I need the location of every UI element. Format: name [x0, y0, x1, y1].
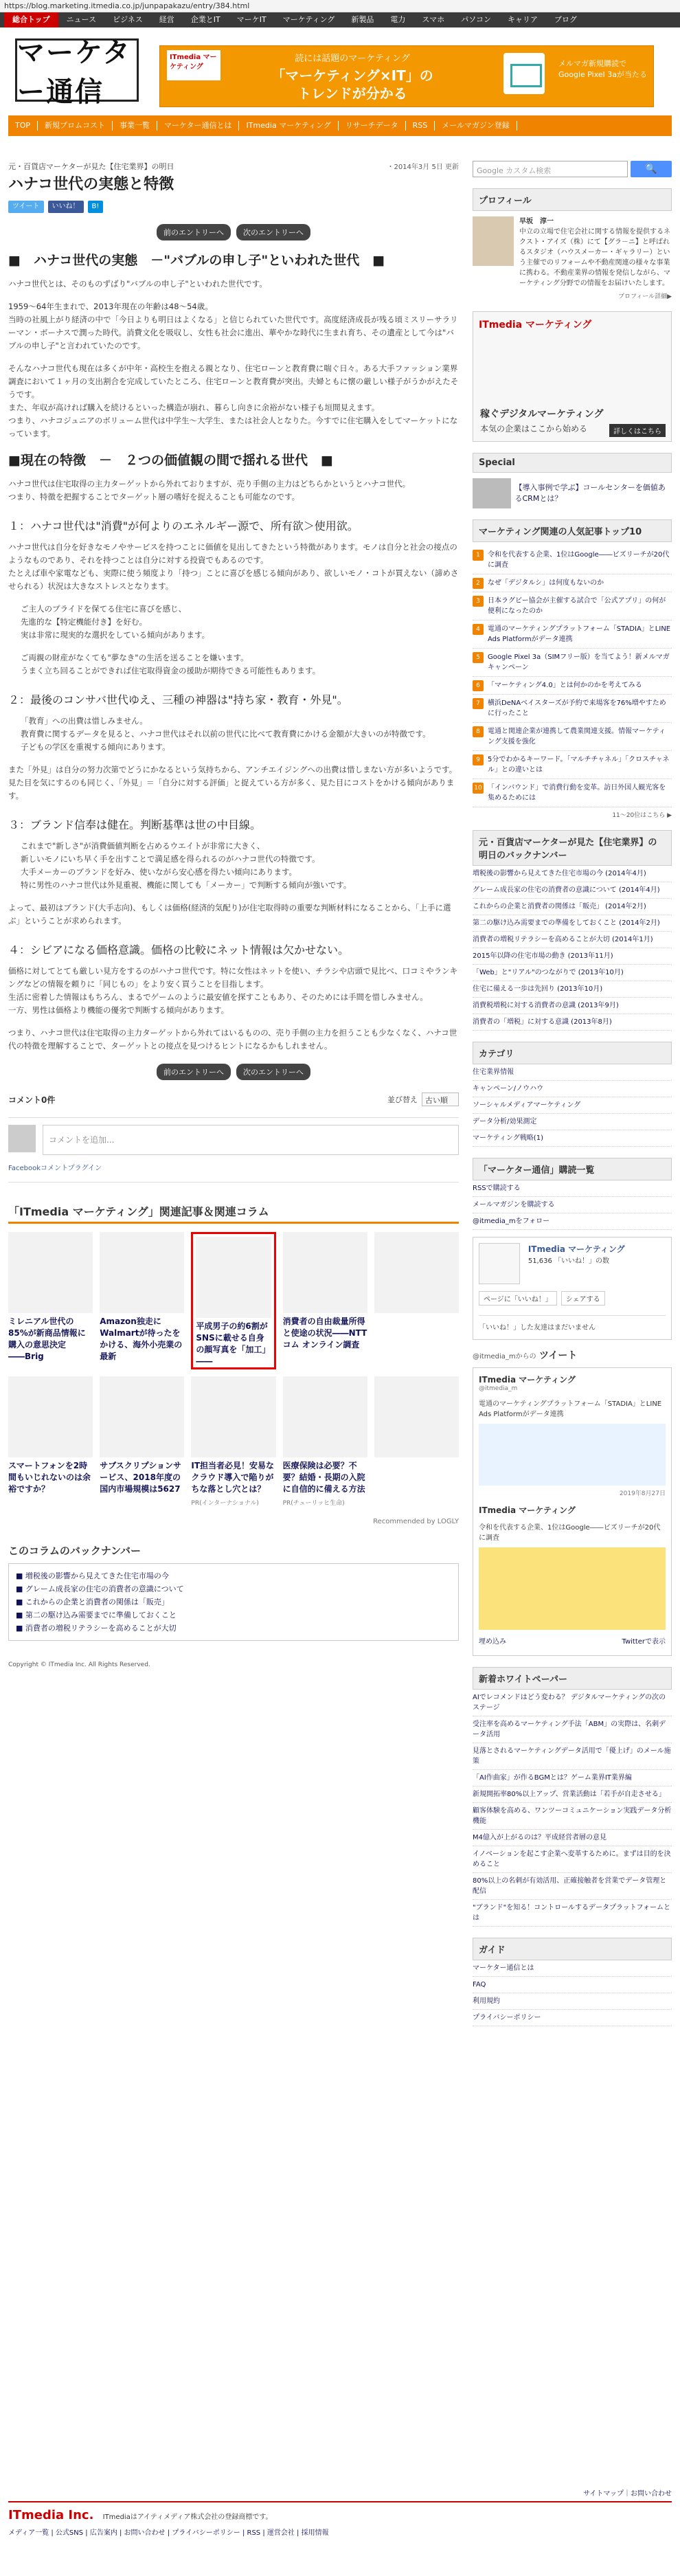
twitter-timeline: ITmedia マーケティング @itmedia_m 電通のマーケティングプラットフォーム「STADIA」とLINE Ads Platformがデータ連携 2019年8月27日 ITmedia マーケティング 令和を代表する企業、1位はGoogle――ビズリーチが20代に調査 埋め込み Twitterで表示 [473, 1367, 672, 1656]
rank-number: 3 [473, 596, 484, 607]
article-paragraph: ハナコ世代とは、そのものずばり"バブルの申し子"といわれた世代です。 [8, 279, 267, 289]
rank-number: 7 [473, 698, 484, 709]
subscribe-list [473, 1180, 672, 1230]
top-navigation [0, 12, 680, 27]
related-title: 平成男子の約6割がSNSに載せる自身の顔写真を「加工」―― [196, 1321, 271, 1366]
facebook-page-widget [473, 1237, 672, 1340]
subsection-heading: ４：シビアになる価格意識。価格の比較にネット情報は欠かせない。 [8, 943, 350, 956]
search-button[interactable]: 🔍 [631, 161, 672, 177]
side-backnumber-item[interactable]: 消費税増税に対する消費者の意識 (2013年9月) [473, 998, 672, 1014]
tweet-account[interactable]: ITmedia マーケティング [479, 1375, 576, 1385]
entry-pager-bottom [8, 1064, 459, 1080]
fb-page-logo [479, 1243, 520, 1284]
entry-pager-top [8, 224, 459, 240]
ranking-item-text: Google Pixel 3a（SIMフリー版）を当てよう！新メルマガキャンペーン [488, 653, 670, 671]
catnav-item[interactable]: メールマガジン登録 [435, 121, 517, 131]
related-thumbnail [283, 1376, 367, 1457]
topnav-item[interactable]: マーケティング [282, 15, 335, 24]
footer-company: ITmediaはアイティメディア株式会社の登録商標です。 [102, 2513, 273, 2521]
footer-links[interactable]: メディア一覧 | 公式SNS | 広告案内 | お問い合わせ | プライバシーポリシー | RSS | 運営会社 | 採用情報 [8, 2529, 329, 2537]
article-paragraph: つまり、ハナコ世代は住宅取得の主力ターゲットから外れてはいるものの、売り手側の主力を担うことも少なくなく、ハナコ世代の特徴を理解することで、ターゲットとの接点を見つけるヒントになるかもしれません。 [8, 1028, 457, 1051]
topnav-item[interactable]: 企業とIT [190, 15, 220, 24]
ranking-item-text: 電通のマーケティングプラットフォーム「STADIA」とLINE Ads Platformがデータ連携 [488, 625, 671, 643]
ranking-item-text: 日本ラグビー協会が主催する試合で「公式アプリ」の何が便利になったのか [488, 597, 666, 615]
related-thumbnail [8, 1232, 93, 1313]
article-quote: これまで"新しさ"が消費価値判断を占めるウエイトが非常に大きく、 新しいモノにいち早く手を出すことで満足感を得られるのがハナコ世代の特徴です。 大手メーカーのブランドを好み、使いながら安心感を得たい傾向にあります。 特に男性のハナコ世代は外見重視、機能に関しても「メーカー」で判断する傾向が強いです。 [21, 841, 352, 890]
whitepaper-item[interactable]: 見落とされるマーケティングデータ活用で「優上げ」のメール施策 [473, 1743, 672, 1770]
related-article-card[interactable] [283, 1232, 367, 1369]
twitter-view-link[interactable]: Twitterで表示 [622, 1638, 666, 1646]
article-paragraph: そんなハナコ世代も現在は多くが中年・高校生を抱える親となり、住宅ローンと教育費に喘ぐ日々。ある大手ファッション業界調査において１ヶ月の支出割合を完成していたところ、住宅ローンと教育費が突出。夫婦ともに懐の厳しい様子がうかがえたそうです。 また、年収が高ければ購入を続けるといった構造が崩れ、暮らし向きに余裕がない様子も垣間見えます。 つまり、ハナコジュニアのボリューム世代は中学生〜大学生、または社会人となりた。今すでに住宅購入をしてマーケットになっています。 [8, 363, 459, 438]
whitepaper-item[interactable]: 顧客体験を高める、ワンツーコミュニケーション実践データ分析機能 [473, 1803, 672, 1830]
ad-brand: ITmedia マーケティング [479, 320, 592, 331]
related-title: 消費者の自由裁量所得と使途の状況――NTTコム オンライン調査 [282, 1317, 367, 1349]
profile-box [473, 216, 672, 289]
hatena-bookmark-button[interactable]: B! [88, 201, 104, 213]
related-thumbnail [100, 1232, 184, 1313]
related-thumbnail [191, 1376, 275, 1457]
ranking-item[interactable] [473, 620, 672, 649]
catnav-item[interactable]: TOP [8, 121, 38, 131]
article-paragraph: よって、最初はブランド(大手志向)、もしくは価格(経済的気配り)が住宅取得時の重要な判断材料になることから、「上手に選ぶ」ということが求められます。 [8, 903, 451, 926]
category-item[interactable]: データ分析/効果測定 [473, 1114, 672, 1130]
topnav-item[interactable]: ブログ [554, 15, 577, 24]
ranking-item-text: 電通と関連企業が連携して農業関連支援。情報マーケティング支援を強化 [488, 728, 666, 746]
guide-list [473, 1960, 672, 2026]
whitepaper-list [473, 1690, 672, 1927]
article-paragraph: 価格に対してとても厳しい見方をするのがハナコ世代です。特に女性はネットを使い、チラシや店頭で見比べ、口コミやランキングなどの情報を頼りに「同じもの」をより安く買うことを目指します。 生活に密着した情報はもちろん、まるでゲームのように最安値を探すこともあり、そのためには手間を惜しみません。 一方、男性は価格より機能の優劣で判断する傾向があります。 [8, 966, 458, 1015]
backnumber-item[interactable]: ■ これからの企業と消費者の関係は「販売」 [16, 1598, 169, 1606]
author-photo [473, 216, 514, 266]
ranking-item-text: 「インバウンド」で消費行動を変革。訪日外国人観光客を集めるためには [488, 784, 666, 802]
tweet-button[interactable]: ツイート [8, 201, 44, 213]
related-article-card[interactable] [374, 1232, 459, 1369]
article-quote: ご主人のプライドを保てる住宅に喜びを感じ、 先進的な【特定機能付き】を好む。 実は非常に現実的な選択をしている傾向があります。 [21, 604, 210, 640]
related-article-card[interactable] [374, 1376, 459, 1514]
side-backnumber-item[interactable]: 第二の駆け込み需要までの準備をしておくこと (2014年2月) [473, 915, 672, 932]
search-form [473, 161, 672, 177]
subscribe-item[interactable]: @itmedia_mをフォロー [473, 1213, 672, 1230]
ranking-item[interactable] [473, 695, 672, 723]
subscribe-heading: 「マーケター通信」購読一覧 [473, 1158, 672, 1180]
related-article-card[interactable] [8, 1376, 93, 1514]
subsection-heading: ３：ブランド信奉は健在。判断基準は世の中目線。 [8, 818, 262, 831]
category-item[interactable]: キャンペーン/ノウハウ [473, 1081, 672, 1097]
breadcrumb[interactable]: 元・百貨店マーケターが見た【住宅業界】の明日 [8, 162, 174, 171]
ranking-item[interactable] [473, 546, 672, 574]
sidebar [473, 161, 672, 2026]
ranking-item[interactable] [473, 574, 672, 592]
related-pr-label: PR(チューリッヒ生命) [282, 1500, 345, 1507]
banner-brand-logo: ITmedia マーケティング [167, 50, 220, 80]
article-paragraph: ハナコ世代は住宅取得の主力ターゲットから外れておりますが、売り手側の主力はどちらかというとハナコ世代。 つまり、特徴を把握することでターゲット層の嗜好を捉えることも可能なのです。 [8, 479, 411, 502]
side-backnumber-item[interactable]: 消費者の増税リテラシーを高めることが大切 (2014年1月) [473, 932, 672, 948]
special-item[interactable] [473, 478, 672, 508]
side-backnumber-item[interactable]: 2015年以降の住宅市場の動き (2013年11月) [473, 948, 672, 965]
ranking-item-text: 令和を代表する企業、1位はGoogle――ビズリーチが20代に調査 [488, 551, 670, 569]
backnumber-item[interactable]: ■ グレーム成長家の住宅の消費者の意識について [16, 1584, 184, 1593]
fb-share-button[interactable]: シェアする [561, 1291, 605, 1306]
ad-cta-button[interactable]: 詳しくはこちら [609, 424, 666, 437]
profile-more-link[interactable]: プロフィール詳細▶ [617, 293, 672, 300]
tweet-text: 電通のマーケティングプラットフォーム「STADIA」とLINE Ads Platformがデータ連携 [479, 1400, 662, 1418]
ranking-item-text: 「マーケティング4.0」とは何かのかを考えてみる [488, 682, 642, 689]
backnumber-item[interactable]: ■ 第二の駆け込み需要までに準備しておくこと [16, 1611, 177, 1620]
ranking-item[interactable] [473, 677, 672, 695]
update-date: ・2014年3月 5日 更新 [387, 164, 459, 171]
topnav-item[interactable]: 経営 [159, 15, 174, 24]
fb-likes-count: 51,636 「いいね！」の数 [528, 1257, 609, 1265]
ranking-item[interactable] [473, 779, 672, 807]
profile-heading: プロフィール [473, 188, 672, 211]
related-title: サブスクリプションサービス、2018年度の国内市場規模は5627 [100, 1461, 181, 1494]
article-paragraph: また「外見」は自分の努力次第でどうにかなるという気持ちから、アンチエイジングへの出費は惜しまない方が多いようです。 見た目を気にするのも同じく、「外見」＝「自分に対する評価」と捉えている方が多く、見た目にコストをかける傾向があります。 [8, 765, 457, 800]
related-thumbnail [8, 1376, 93, 1457]
copyright: Copyright © ITmedia Inc. All Rights Reserved. [8, 1661, 150, 1668]
rank-number: 5 [473, 652, 484, 663]
ranking-list [473, 546, 672, 807]
related-title: Amazon独走にWalmartが待ったをかける、海外小売業の最新 [100, 1317, 183, 1361]
related-title: 医療保険は必要？不要？結婚・長期の入院に自信的に備える方法 [282, 1461, 365, 1494]
special-text: 【導入事例で学ぶ】コールセンターを価値あるCRMとは？ [514, 483, 666, 503]
catnav-item[interactable]: リサーチデータ [339, 121, 406, 131]
related-thumbnail [196, 1237, 271, 1318]
catnav-item[interactable]: RSS [406, 121, 435, 131]
catnav-item[interactable]: 新規プロムコスト [38, 121, 113, 131]
backnumber-title: このコラムのバックナンバー [8, 1545, 141, 1557]
fb-like-page-button[interactable]: ページに「いいね！」 [479, 1291, 557, 1306]
ranking-heading: マーケティング関連の人気記事トップ10 [473, 519, 672, 542]
ranking-more-link[interactable]: 11〜20位はこちら ▶ [612, 812, 672, 819]
whitepaper-item[interactable]: 80%以上の名刺が有効活用、正確接触者を営業でデータ管理と配信 [473, 1873, 672, 1900]
whitepaper-item[interactable]: M4億入が上がるのは？平成経営者層の意見 [473, 1830, 672, 1846]
whitepaper-item[interactable]: 「AI作曲家」が作るBGMとは？ゲーム業界IT業界編 [473, 1770, 672, 1787]
topnav-item[interactable]: ニュース [66, 15, 97, 24]
side-backnumber-heading: 元・百貨店マーケターが見た【住宅業界】の明日のバックナンバー [473, 830, 672, 866]
related-articles-title: 「ITmedia マーケティング」関連記事＆関連コラム [8, 1203, 459, 1224]
article-quote: 「教育」への出費は惜しみません。 教育費に関するデータを見ると、ハナコ世代はそれ以前の世代に比べて教育費にかける金額が大きいのが特徴です。 子どもの学区を重視する傾向にあります。 [21, 716, 431, 752]
special-thumbnail [473, 478, 511, 508]
rank-number: 10 [473, 783, 484, 794]
category-heading: カテゴリ [473, 1042, 672, 1064]
related-articles-grid [8, 1232, 459, 1514]
topnav-item[interactable]: スマホ [422, 15, 445, 24]
section-heading: ■ ハナコ世代の実態 －"バブルの申し子"といわれた世代 ■ [8, 253, 385, 268]
rank-number: 2 [473, 578, 484, 589]
related-title: スマートフォンを2時間もいじれないのは余裕ですか？ [8, 1461, 91, 1494]
comment-form [8, 1117, 459, 1155]
guide-item[interactable]: 利用規約 [473, 1993, 672, 2010]
recommended-by[interactable]: Recommended by LOGLY [373, 1518, 459, 1525]
tweet-account[interactable]: ITmedia マーケティング [479, 1505, 576, 1515]
rank-number: 6 [473, 680, 484, 691]
catnav-item[interactable]: ITmedia マーケティング [239, 121, 338, 131]
banner-headline: 読には話題のマーケティング 「マーケティング×IT」の トレンドが分かる [271, 54, 433, 102]
next-entry-button[interactable]: 次のエントリーへ [236, 224, 310, 240]
rank-number: 9 [473, 754, 484, 765]
guide-item[interactable]: プライバシーポリシー [473, 2010, 672, 2026]
sidebar-ad[interactable] [473, 311, 672, 442]
page-title: ハナコ世代の実態と特徴 [8, 176, 174, 193]
subsection-heading: ２：最後のコンサバ世代ゆえ、三種の神器は"持ち家・教育・外見"。 [8, 693, 348, 706]
comments-header: コメント0件 並び替え 古い順 [8, 1094, 459, 1108]
side-backnumber-item[interactable]: 消費者の「増税」に対する意識 (2013年8月) [473, 1014, 672, 1031]
rank-number: 1 [473, 550, 484, 561]
topnav-item[interactable]: パソコン [461, 15, 491, 24]
related-pr-label: PR(インターナショナル) [191, 1500, 259, 1507]
ad-copy: 稼ぐデジタルマーケティング [480, 409, 604, 420]
category-item[interactable]: 住宅業界情報 [473, 1064, 672, 1081]
side-backnumber-item[interactable]: 増税後の影響から見えてきた住宅市場の今 (2014年4月) [473, 866, 672, 882]
article-paragraph: ハナコ世代は自分を好きなモノやサービスを持つことに価値を見出してきたという特徴があります。モノは自分と社会の接点のようなものであり、それを持つことは自分に対する投資でもあるのです。 たとえば車や家電なども、実際に使う頻度より「持つ」ことに喜びを感じる傾向があり、欲しいモノ・コトが買えない（諦めさせられる）状況は大きなストレスとなります。 [8, 542, 459, 591]
ranking-item[interactable] [473, 592, 672, 620]
side-backnumber-item[interactable]: グレーム成長家の住宅の消費者の意識について (2014年4月) [473, 882, 672, 899]
ad-copy-sub: 本気の企業はここから始める [480, 424, 588, 434]
banner-side-text: メルマガ新規購読で Google Pixel 3aが当たる [558, 59, 647, 79]
prev-entry-button[interactable]: 前のエントリーへ [157, 1064, 231, 1080]
ranking-item[interactable] [473, 723, 672, 751]
section-heading: ■現在の特徴 － ２つの価値観の間で揺れる世代 ■ [8, 453, 333, 468]
whitepaper-item[interactable]: 受注率を高めるマーケティング手法「ABM」の実際は、名刺データ活用 [473, 1716, 672, 1743]
category-list [473, 1064, 672, 1147]
guide-heading: ガイド [473, 1938, 672, 1960]
rank-number: 4 [473, 624, 484, 635]
related-thumbnail [100, 1376, 184, 1457]
special-heading: Special [473, 453, 672, 473]
subscribe-item[interactable]: メールマガジンを購読する [473, 1197, 672, 1213]
related-title: ミレニアル世代の85%が新商品情報に購入の意思決定――Brig [8, 1317, 86, 1361]
backnumber-item[interactable]: ■ 消費者の増税リテラシーを高めることが大切 [16, 1624, 177, 1633]
ranking-item[interactable] [473, 751, 672, 779]
sort-select[interactable]: 古い順 [422, 1093, 459, 1106]
side-backnumber-list [473, 866, 672, 1031]
related-thumbnail [374, 1376, 459, 1457]
url-bar[interactable]: https://blog.marketing.itmedia.co.jp/junpapakazu/entry/384.html [0, 0, 680, 12]
topnav-item[interactable]: 新製品 [351, 15, 374, 24]
topnav-item[interactable]: 電力 [390, 15, 406, 24]
category-item[interactable]: ソーシャルメディアマーケティング [473, 1097, 672, 1114]
social-buttons [8, 201, 459, 213]
whitepaper-item[interactable]: AIでレコメンドはどう変わる？ デジタルマーケティングの次のステージ [473, 1690, 672, 1716]
topnav-item[interactable]: マーケIT [236, 15, 267, 24]
profile-text: 早坂 淳一 中立の立場で住宅会社に関する情報を提供するネクスト・アイズ（株）にて【グラ－ニ】と呼ばれるスタジオ（ハウスメーカー・ギャラリー）という主催でのリフォームや不動産関連の様々な事業に携わる。不動産業界の情報を発信しながら、マーケティング分野での情報をお届けいたします。 [519, 218, 670, 287]
site-header [0, 27, 680, 109]
article-quote: ご両親の財産がなくても"夢なき"の生活を送ることを嫌います。 うまく立ち回ることができれば住宅取得資金の援助が期待できる可能性もあります。 [21, 653, 321, 675]
avatar [8, 1125, 36, 1152]
related-article-card[interactable] [100, 1376, 184, 1514]
tweet-image[interactable] [479, 1547, 666, 1630]
prev-entry-button[interactable]: 前のエントリーへ [157, 224, 231, 240]
whitepaper-heading: 新着ホワイトペーパー [473, 1667, 672, 1690]
site-footer [8, 2501, 672, 2537]
tweet-text: 令和を代表する企業、1位はGoogle――ビズリーチが20代に調査 [479, 1524, 661, 1542]
rank-number: 8 [473, 726, 484, 737]
facebook-comment-plugin-link[interactable]: Facebookコメントプラグイン [8, 1162, 459, 1183]
related-article-card[interactable] [283, 1376, 367, 1514]
topnav-item[interactable]: 総合トップ [4, 12, 58, 27]
ranking-item-text: 横浜DeNAベイスターズが予約で来場客を76%増やすために行ったこと [488, 699, 666, 717]
header-banner-ad[interactable] [159, 45, 654, 107]
side-backnumber-item[interactable]: 住宅に備える一歩は先回り (2013年10月) [473, 981, 672, 998]
whitepaper-item[interactable]: "ブランド"を知る！コントロールするデータプラットフォームとは [473, 1900, 672, 1927]
related-title: IT担当者必見！安易なクラウド導入で陥りがちな落とし穴とは？ [191, 1461, 275, 1494]
category-item[interactable]: マーケティング戦略(1) [473, 1130, 672, 1147]
comment-input[interactable]: コメントを追加... [43, 1125, 459, 1155]
guide-item[interactable]: FAQ [473, 1977, 672, 1993]
related-article-card[interactable] [100, 1232, 184, 1369]
topnav-item[interactable]: キャリア [507, 15, 538, 24]
mail-icon [503, 53, 545, 94]
subsection-heading: １：ハナコ世代は"消費"が何よりのエネルギー源で、所有欲＞使用欲。 [8, 519, 359, 533]
fb-page-name[interactable]: ITmedia マーケティング [528, 1244, 625, 1254]
tweets-heading: @itmedia_mからの ツイート [473, 1350, 578, 1361]
fb-friends-note: 「いいね！」した友達はまだいません [479, 1315, 666, 1332]
tweet-image[interactable] [479, 1424, 666, 1486]
search-input[interactable]: Google カスタム検索 [473, 161, 628, 177]
site-logo[interactable]: マーケター通信 [15, 38, 139, 102]
related-thumbnail [283, 1232, 367, 1313]
ranking-item-text: なぜ「デジタルシ」は何度もないのか [488, 579, 604, 587]
sort-label: 並び替え [387, 1095, 418, 1104]
category-navigation [8, 115, 672, 136]
main-column [8, 161, 459, 1668]
backnumber-list [8, 1563, 459, 1641]
article-paragraph: 1959〜64年生まれで、2013年現在の年齢は48〜54歳。 当時の社風上がり経済の中で「今日よりも明日はよくなる」と信じられていた世代です。高度経済成長が残る頃ミスリーサラリーマン・ボーナスで潤った時代。消費文化を吸収し、女性も社会に進出、華やかな時代に生まれ育ち、その遺産として今は"バブルの申し子"と言われていたのです。 [8, 302, 458, 350]
ranking-item-text: 5分でわかるキーワード。「マルチチャネル」「クロスチャネル」との違いとは [488, 756, 670, 774]
guide-item[interactable]: マーケター通信とは [473, 1960, 672, 1977]
embed-link[interactable]: 埋め込み [479, 1638, 506, 1646]
catnav-item[interactable]: マーケター通信とは [157, 121, 239, 131]
ranking-item[interactable] [473, 649, 672, 677]
sitemap-link[interactable]: サイトマップ｜お問い合わせ [583, 2490, 672, 2498]
related-article-card[interactable] [191, 1376, 275, 1514]
whitepaper-item[interactable]: イノベーションを起こす企業へ変革するために。まずは目的を決めること [473, 1846, 672, 1873]
facebook-like-button[interactable]: いいね！ [48, 201, 84, 213]
footer-logo[interactable]: ITmedia Inc. [8, 2508, 94, 2522]
side-backnumber-item[interactable]: これからの企業と消費者の関係は「販売」 (2014年2月) [473, 899, 672, 915]
topnav-item[interactable]: ビジネス [113, 15, 143, 24]
related-thumbnail [374, 1232, 459, 1313]
next-entry-button[interactable]: 次のエントリーへ [236, 1064, 310, 1080]
related-article-card[interactable] [8, 1232, 93, 1369]
backnumber-item[interactable]: ■ 増税後の影響から見えてきた住宅市場の今 [16, 1571, 169, 1580]
subscribe-item[interactable]: RSSで購読する [473, 1180, 672, 1197]
whitepaper-item[interactable]: 新規開拓率80%以上アップ、営業活動は「若手が自走させる」 [473, 1787, 672, 1803]
related-article-card[interactable] [191, 1232, 275, 1369]
catnav-item[interactable]: 事業一覧 [113, 121, 157, 131]
side-backnumber-item[interactable]: 「Web」と"リアル"のつながりで (2013年10月) [473, 965, 672, 981]
